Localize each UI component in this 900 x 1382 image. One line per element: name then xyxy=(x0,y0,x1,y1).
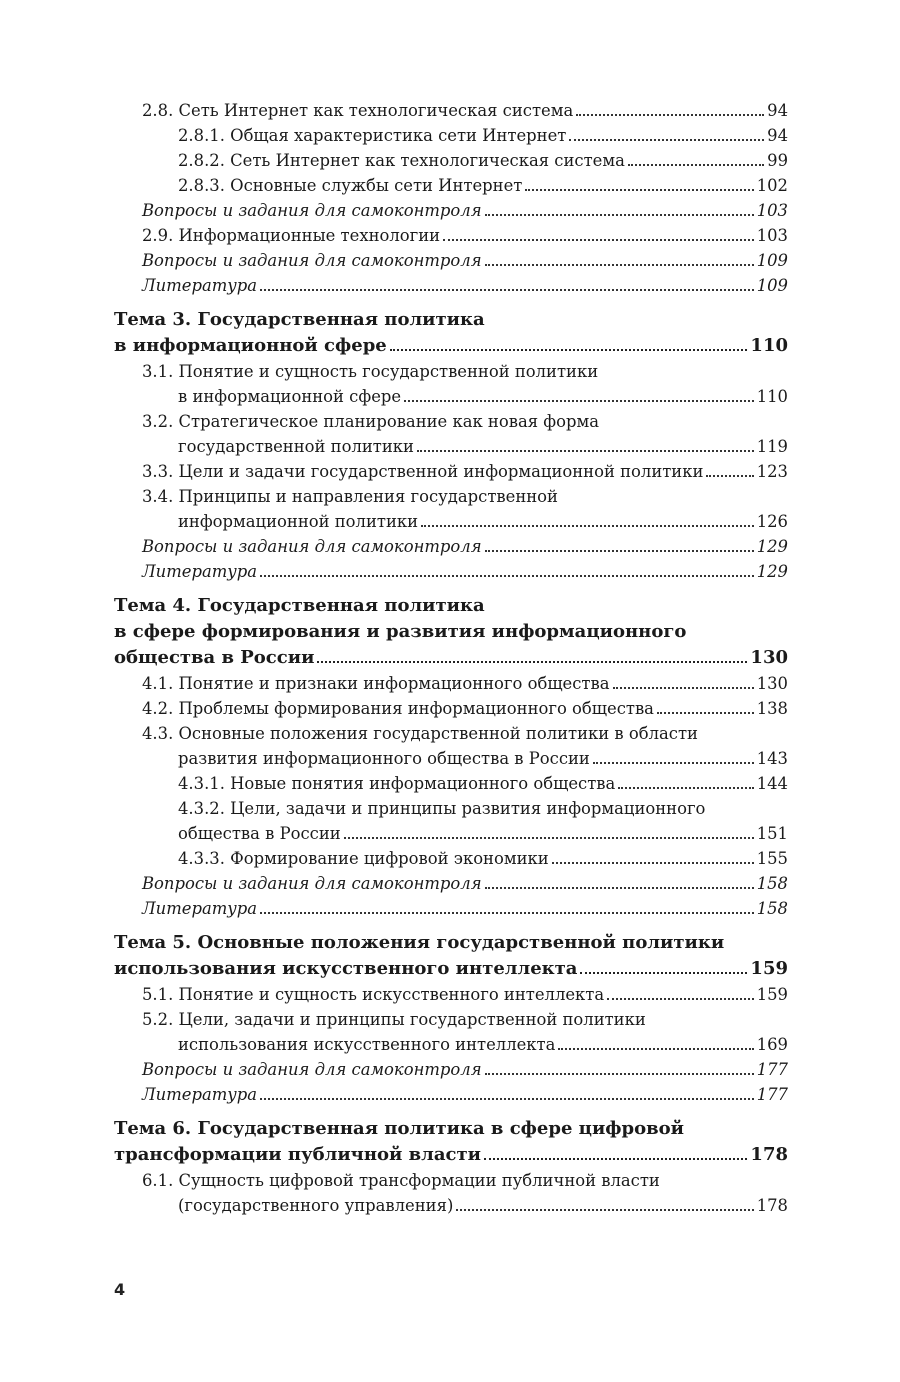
dot-leader xyxy=(344,837,754,839)
dot-leader xyxy=(317,661,747,663)
toc-entry[interactable] xyxy=(114,796,788,846)
toc-page-number: 158 xyxy=(756,899,788,918)
dot-leader xyxy=(607,998,754,1000)
toc-supplement-entry[interactable] xyxy=(114,1082,788,1107)
toc-entry[interactable] xyxy=(114,409,788,459)
toc-supplement-entry[interactable] xyxy=(114,896,788,921)
toc-title: 5.1. Понятие и сущность искусственного интеллекта xyxy=(142,985,605,1004)
dot-leader xyxy=(485,264,754,266)
dot-leader xyxy=(657,712,754,714)
toc-title: государственной политики xyxy=(178,437,414,456)
toc-supplement-entry[interactable] xyxy=(114,534,788,559)
dot-leader xyxy=(421,525,754,527)
toc-page-number: 126 xyxy=(756,512,788,531)
toc-chapter-line: Тема 4. Государственная политика xyxy=(114,595,485,616)
dot-leader xyxy=(260,1098,754,1100)
toc-title: Вопросы и задания для самоконтроля xyxy=(142,251,482,270)
toc-line xyxy=(114,1142,788,1168)
toc-page-number: 178 xyxy=(750,1144,788,1165)
toc-page-number: 109 xyxy=(756,276,788,295)
toc-title-first-line: 3.4. Принципы и направления государственной xyxy=(142,487,558,506)
toc-entry[interactable] xyxy=(114,671,788,696)
dot-leader xyxy=(404,400,754,402)
toc-supplement-entry[interactable] xyxy=(114,559,788,584)
toc-entry[interactable] xyxy=(114,1168,788,1218)
dot-leader xyxy=(552,862,754,864)
toc-page-number: 159 xyxy=(756,985,788,1004)
toc-page-number: 99 xyxy=(767,151,788,170)
toc-entry[interactable] xyxy=(114,123,788,148)
toc-title: 3.3. Цели и задачи государственной информационной политики xyxy=(142,462,704,481)
toc-title: использования искусственного интеллекта xyxy=(178,1035,556,1054)
dot-leader xyxy=(260,575,754,577)
toc-supplement-entry[interactable] xyxy=(114,273,788,298)
toc-title: Литература xyxy=(142,899,258,918)
toc-title: 2.8.2. Сеть Интернет как технологическая система xyxy=(178,151,625,170)
toc-page-number: 110 xyxy=(750,335,788,356)
toc-entry[interactable] xyxy=(114,459,788,484)
toc-supplement-entry[interactable] xyxy=(114,871,788,896)
toc-entry[interactable] xyxy=(114,846,788,871)
toc-title: в информационной сфере xyxy=(178,387,402,406)
dot-leader xyxy=(558,1048,753,1050)
toc-title: информационной политики xyxy=(178,512,419,531)
toc-title-first-line: 6.1. Сущность цифровой трансформации публичной власти xyxy=(142,1171,660,1190)
toc-chapter-entry[interactable] xyxy=(114,1116,788,1168)
dot-leader xyxy=(456,1209,753,1211)
toc-title: 4.1. Понятие и признаки информационного общества xyxy=(142,674,610,693)
toc-chapter-line: в сфере формирования и развития информационного xyxy=(114,621,687,642)
toc-line xyxy=(142,746,788,771)
dot-leader xyxy=(706,475,753,477)
dot-leader xyxy=(580,972,747,974)
dot-leader xyxy=(569,139,764,141)
toc-page-number: 109 xyxy=(756,251,788,270)
dot-leader xyxy=(443,239,754,241)
toc-title: Вопросы и задания для самоконтроля xyxy=(142,201,482,220)
toc-page-number: 144 xyxy=(756,774,788,793)
toc-title: общества в России xyxy=(178,824,341,843)
toc-title: Литература xyxy=(142,276,258,295)
toc-title: использования искусственного интеллекта xyxy=(114,958,578,979)
toc-title: 4.3.1. Новые понятия информационного общества xyxy=(178,774,616,793)
toc-title: (государственного управления) xyxy=(178,1196,454,1215)
toc-chapter-line: Тема 5. Основные положения государственной политики xyxy=(114,932,725,953)
toc-chapter-line: Тема 3. Государственная политика xyxy=(114,309,485,330)
toc-page-number: 155 xyxy=(756,849,788,868)
toc-title: Вопросы и задания для самоконтроля xyxy=(142,874,482,893)
toc-title-first-line: 5.2. Цели, задачи и принципы государственной политики xyxy=(142,1010,646,1029)
page-number: 4 xyxy=(114,1280,126,1299)
toc-page-number: 94 xyxy=(767,126,788,145)
toc-title: 4.3.3. Формирование цифровой экономики xyxy=(178,849,549,868)
toc-line xyxy=(114,645,788,671)
toc-entry[interactable] xyxy=(114,771,788,796)
toc-page-number: 129 xyxy=(756,562,788,581)
toc-line xyxy=(178,821,788,846)
dot-leader xyxy=(576,114,764,116)
toc-page-number: 151 xyxy=(756,824,788,843)
dot-leader xyxy=(485,550,754,552)
dot-leader xyxy=(613,687,754,689)
toc-title: Вопросы и задания для самоконтроля xyxy=(142,537,482,556)
toc-page-number: 123 xyxy=(756,462,788,481)
toc-entry[interactable] xyxy=(114,982,788,1007)
toc-page-number: 94 xyxy=(767,101,788,120)
toc-page-number: 169 xyxy=(756,1035,788,1054)
toc-entry[interactable] xyxy=(114,721,788,771)
dot-leader xyxy=(628,164,764,166)
toc-title: трансформации публичной власти xyxy=(114,1144,481,1165)
toc-page-number: 158 xyxy=(756,874,788,893)
dot-leader xyxy=(390,349,748,351)
toc-title: 2.8.1. Общая характеристика сети Интернет xyxy=(178,126,567,145)
toc-entry[interactable] xyxy=(114,148,788,173)
toc-page-number: 138 xyxy=(756,699,788,718)
dot-leader xyxy=(485,887,754,889)
toc-title: развития информационного общества в России xyxy=(178,749,590,768)
toc-line xyxy=(142,384,788,409)
toc-chapter-entry[interactable] xyxy=(114,307,788,359)
toc-entry[interactable] xyxy=(114,223,788,248)
dot-leader xyxy=(260,912,754,914)
toc-title-first-line: 4.3.2. Цели, задачи и принципы развития информационного xyxy=(178,799,706,818)
dot-leader xyxy=(260,289,754,291)
dot-leader xyxy=(484,1158,747,1160)
dot-leader xyxy=(593,762,754,764)
toc-title-first-line: 3.1. Понятие и сущность государственной политики xyxy=(142,362,599,381)
toc-page-number: 110 xyxy=(756,387,788,406)
dot-leader xyxy=(485,214,754,216)
toc-entry[interactable] xyxy=(114,98,788,123)
toc-chapter-entry[interactable] xyxy=(114,930,788,982)
toc-title: 4.2. Проблемы формирования информационного общества xyxy=(142,699,654,718)
toc-entry[interactable] xyxy=(114,173,788,198)
toc-page-number: 159 xyxy=(750,958,788,979)
toc-line xyxy=(142,434,788,459)
toc-page-number: 119 xyxy=(756,437,788,456)
toc-title: в информационной сфере xyxy=(114,335,387,356)
toc-title: 2.9. Информационные технологии xyxy=(142,226,441,245)
toc-entry[interactable] xyxy=(114,359,788,409)
toc-page-number: 129 xyxy=(756,537,788,556)
toc-chapter-entry[interactable] xyxy=(114,593,788,671)
toc-line xyxy=(142,1193,788,1218)
toc-entry[interactable] xyxy=(114,696,788,721)
toc-title-first-line: 3.2. Стратегическое планирование как новая форма xyxy=(142,412,599,431)
toc-page-number: 130 xyxy=(750,647,788,668)
toc-title: 2.8. Сеть Интернет как технологическая система xyxy=(142,101,574,120)
toc-page-number: 130 xyxy=(756,674,788,693)
toc-page-number: 177 xyxy=(756,1085,788,1104)
toc-title: 2.8.3. Основные службы сети Интернет xyxy=(178,176,523,195)
toc-chapter-line: Тема 6. Государственная политика в сфере цифровой xyxy=(114,1118,684,1139)
toc-line xyxy=(142,1032,788,1057)
toc-supplement-entry[interactable] xyxy=(114,198,788,223)
table-of-contents xyxy=(114,98,788,1218)
toc-line xyxy=(114,956,788,982)
toc-page-number: 103 xyxy=(756,201,788,220)
toc-title: Литература xyxy=(142,1085,258,1104)
toc-title: общества в России xyxy=(114,647,315,668)
toc-supplement-entry[interactable] xyxy=(114,248,788,273)
toc-page-number: 178 xyxy=(756,1196,788,1215)
toc-title: Литература xyxy=(142,562,258,581)
toc-title: Вопросы и задания для самоконтроля xyxy=(142,1060,482,1079)
dot-leader xyxy=(525,189,753,191)
toc-entry[interactable] xyxy=(114,1007,788,1057)
toc-page-number: 102 xyxy=(756,176,788,195)
toc-entry[interactable] xyxy=(114,484,788,534)
dot-leader xyxy=(417,450,754,452)
toc-supplement-entry[interactable] xyxy=(114,1057,788,1082)
toc-title-first-line: 4.3. Основные положения государственной политики в области xyxy=(142,724,698,743)
dot-leader xyxy=(618,787,753,789)
toc-line xyxy=(114,333,788,359)
toc-page-number: 177 xyxy=(756,1060,788,1079)
toc-page-number: 103 xyxy=(756,226,788,245)
dot-leader xyxy=(485,1073,754,1075)
toc-line xyxy=(142,509,788,534)
toc-page-number: 143 xyxy=(756,749,788,768)
